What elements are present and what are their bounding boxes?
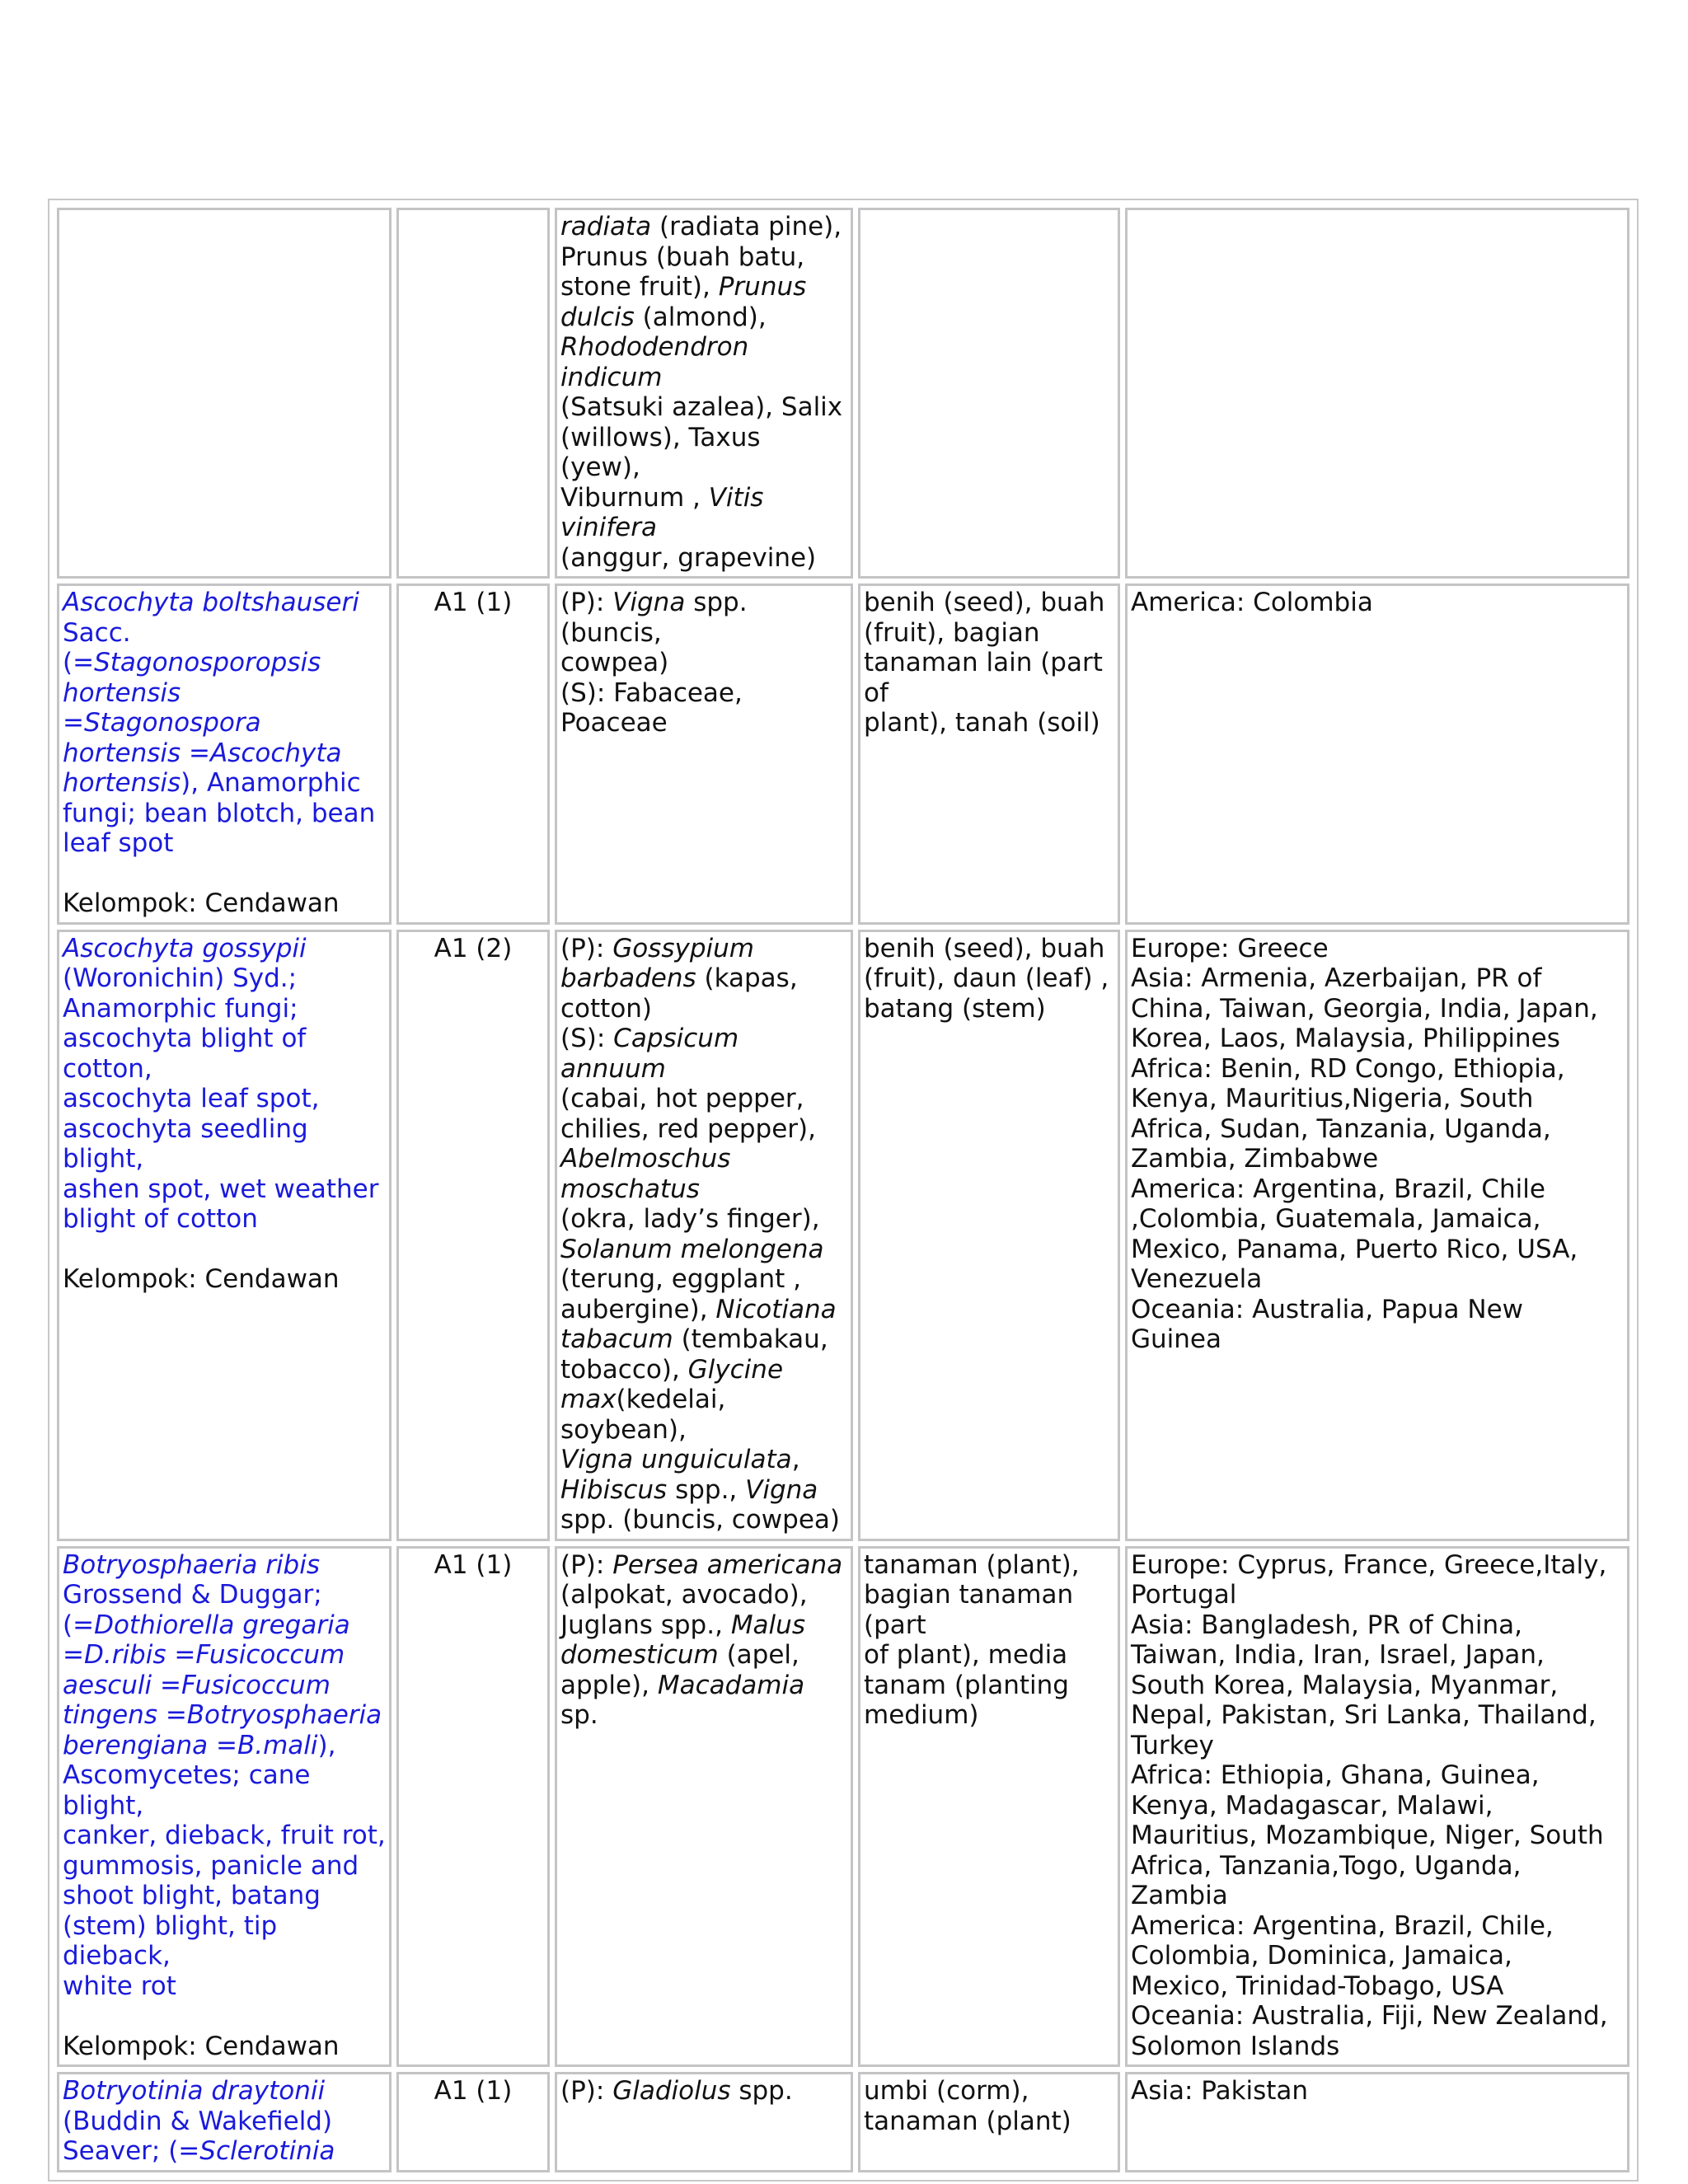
text-line: plant), tanah (soil) (864, 708, 1100, 738)
text-line (560, 1084, 847, 1114)
distribution-cell (1125, 1546, 1629, 2068)
category-cell (396, 583, 550, 925)
text-line: Taiwan, India, Iran, Israel, Japan, (1131, 1640, 1545, 1670)
pest-table-frame (48, 199, 1639, 2182)
category-cell (396, 930, 550, 1541)
pest-name-link[interactable] (63, 1550, 386, 2002)
text-segment: aubergine), (560, 1294, 716, 1324)
text-line: Asia: Bangladesh, PR of China, (1131, 1610, 1522, 1640)
pest-name-cell (57, 583, 392, 925)
text-segment: (kedelai, soybean), (560, 1385, 726, 1445)
text-segment: (tembakau, (673, 1324, 828, 1354)
host-cell (555, 583, 853, 925)
italic-segment: Glycine (687, 1354, 784, 1385)
text-line: Asia: Armenia, Azerbaijan, PR of (1131, 963, 1542, 993)
pathway-cell (858, 1546, 1120, 2068)
italic-segment: Botryotinia draytonii (63, 2076, 326, 2106)
text-line (63, 618, 386, 678)
text-line: tanaman lain (part of (864, 648, 1103, 708)
text-segment: (Buddin & Wakefield) (63, 2106, 333, 2136)
italic-segment: Solanum melongena (560, 1234, 824, 1264)
text-segment: stone fruit), (560, 272, 719, 302)
text-segment: (alpokat, avocado), (560, 1580, 808, 1610)
text-line (63, 1911, 386, 1971)
text-line (560, 1445, 847, 1475)
distribution-cell (1125, 208, 1629, 579)
pest-table-body (57, 208, 1629, 2172)
text-line: Europe: Cyprus, France, Greece,Italy, (1131, 1549, 1607, 1580)
text-segment: Ascomycetes; cane blight, (63, 1760, 311, 1821)
text-line: America: Argentina, Brazil, Chile (1131, 1174, 1545, 1204)
italic-segment: dulcis (560, 302, 635, 332)
text-line: Guinea (1131, 1324, 1221, 1354)
table-row (57, 1546, 1629, 2068)
table-row (57, 208, 1629, 579)
pathway-cell (858, 2072, 1120, 2172)
pest-group-label: Kelompok: Cendawan (63, 1264, 340, 1294)
text-segment: (S): (560, 1024, 614, 1053)
italic-segment: Abelmoschus moschatus (560, 1144, 731, 1204)
distribution-cell (1125, 930, 1629, 1541)
text-line: America: Argentina, Brazil, Chile, (1131, 1910, 1554, 1941)
italic-segment: Stagonosporopsis (94, 648, 321, 677)
text-line: Europe: Greece (1131, 933, 1329, 963)
text-line (560, 423, 847, 483)
text-segment: Prunus (buah batu, (560, 241, 805, 272)
text-line (63, 768, 386, 799)
text-segment: (willows), Taxus (yew), (560, 422, 761, 482)
italic-segment: Prunus (718, 272, 807, 302)
text-line (63, 1580, 386, 1610)
text-segment: (apel, (718, 1640, 799, 1670)
pest-group-label: Kelompok: Cendawan (63, 2031, 340, 2061)
text-segment: (P): (560, 1549, 613, 1580)
text-line (63, 1760, 386, 1821)
text-line: umbi (corm), (864, 2076, 1029, 2106)
text-segment: chilies, red pepper), (560, 1113, 816, 1144)
pathway-cell (858, 930, 1120, 1541)
text-segment: blight of cotton (63, 1204, 258, 1234)
text-line (63, 1640, 386, 1671)
text-segment: canker, dieback, fruit rot, (63, 1821, 386, 1850)
italic-segment: Vigna (745, 1474, 818, 1505)
pathway-cell (858, 583, 1120, 925)
italic-segment: Capsicum annuum (560, 1024, 739, 1084)
text-segment: ashen spot, wet weather (63, 1174, 379, 1204)
italic-segment: Sclerotinia (199, 2136, 335, 2166)
text-line (63, 1821, 386, 1851)
text-line: Oceania: Australia, Papua New (1131, 1294, 1523, 1324)
pest-name-cell (57, 930, 392, 1541)
text-line (63, 738, 386, 769)
text-line: Asia: Pakistan (1131, 2076, 1309, 2106)
text-line (63, 1971, 386, 2002)
text-line: South Korea, Malaysia, Myanmar, (1131, 1670, 1559, 1700)
pest-group-label: Kelompok: Cendawan (63, 888, 340, 918)
text-line: Oceania: Australia, Fiji, New Zealand, (1131, 2001, 1608, 2031)
text-segment: ), (317, 1730, 336, 1760)
italic-segment: Nicotiana (715, 1294, 837, 1324)
text-line (63, 1174, 386, 1205)
text-line: of plant), media (864, 1640, 1068, 1670)
text-line: America: Colombia (1131, 588, 1373, 617)
pest-name-cell (57, 208, 392, 579)
italic-segment: Rhododendron indicum (560, 332, 749, 392)
text-line: Kenya, Madagascar, Malawi, (1131, 1790, 1493, 1821)
text-line (560, 1235, 847, 1265)
text-line (63, 2076, 386, 2107)
text-line: China, Taiwan, Georgia, India, Japan, (1131, 993, 1598, 1024)
text-line: tanam (planting (864, 1670, 1069, 1700)
text-line (560, 272, 847, 302)
text-segment: (anggur, grapevine) (560, 542, 817, 573)
text-line: Korea, Laos, Malaysia, Philippines (1131, 1024, 1560, 1053)
text-line (63, 1204, 386, 1235)
text-line (63, 963, 386, 994)
text-line (560, 648, 847, 678)
text-line (560, 994, 847, 1024)
text-line (560, 1024, 847, 1084)
italic-segment: hortensis =Stagonospora (63, 677, 261, 738)
text-segment: (P): (560, 588, 613, 617)
text-line (63, 994, 386, 1024)
text-line (63, 2107, 386, 2137)
pathway-cell (858, 208, 1120, 579)
distribution-cell (1125, 583, 1629, 925)
italic-segment: barbadens (560, 963, 696, 993)
italic-segment: =D.ribis =Fusicoccum (63, 1640, 345, 1670)
text-line (560, 332, 847, 392)
text-segment: Juglans spp., (560, 1610, 731, 1640)
pest-name-cell (57, 2072, 392, 2172)
text-line (63, 1671, 386, 1701)
pest-name-link[interactable] (63, 2076, 386, 2167)
text-line: (fruit), daun (leaf) , (864, 963, 1109, 993)
text-segment: spp. (buncis, (560, 588, 748, 648)
text-segment: (cabai, hot pepper, (560, 1084, 804, 1113)
text-segment: (stem) blight, tip dieback, (63, 1910, 278, 1971)
text-line (63, 1550, 386, 1581)
text-line: ,Colombia, Guatemala, Jamaica, (1131, 1204, 1541, 1234)
text-line (560, 1295, 847, 1325)
category-cell (396, 208, 550, 579)
text-segment: (radiata pine), (651, 212, 842, 241)
text-line: benih (seed), buah (864, 933, 1105, 963)
text-line (560, 1204, 847, 1235)
text-line (63, 1610, 386, 1641)
italic-segment: berengiana =B.mali (63, 1730, 318, 1760)
text-line: Mexico, Trinidad-Tobago, USA (1131, 1971, 1504, 2001)
category-cell (396, 1546, 550, 2068)
text-segment: spp. (buncis, cowpea) (560, 1505, 841, 1535)
text-line (560, 1355, 847, 1385)
text-line (560, 2076, 847, 2107)
pest-table (52, 203, 1634, 2177)
text-segment: (Woronichin) Syd.; (63, 963, 298, 993)
text-line: Portugal (1131, 1580, 1237, 1610)
text-line (560, 1505, 847, 1535)
text-segment: ), Anamorphic (181, 768, 361, 798)
italic-segment: Ascochyta gossypii (63, 933, 307, 963)
italic-segment: Gossypium (612, 933, 754, 963)
text-line (560, 1385, 847, 1445)
text-segment: tobacco), (560, 1354, 688, 1385)
text-segment: , (791, 1445, 800, 1474)
text-line: Colombia, Dominica, Jamaica, (1131, 1941, 1512, 1971)
text-segment: ascochyta blight of cotton, (63, 1024, 307, 1084)
text-line: medium) (864, 1700, 979, 1730)
italic-segment: Vigna (612, 588, 686, 617)
text-segment: ascochyta leaf spot, (63, 1084, 320, 1113)
text-line (560, 1144, 847, 1204)
text-line: tanaman (plant), (864, 1549, 1080, 1580)
text-segment: (Satsuki azalea), Salix (560, 392, 843, 422)
text-segment: (okra, lady’s finger), (560, 1204, 820, 1234)
text-line (63, 1851, 386, 1882)
text-line (560, 543, 847, 574)
text-segment: (P): (560, 2076, 613, 2106)
text-line (63, 799, 386, 829)
host-cell (555, 930, 853, 1541)
text-segment: Anamorphic fungi; (63, 993, 298, 1024)
text-line (63, 828, 386, 859)
text-line (63, 1700, 386, 1731)
italic-segment: Vigna unguiculata (560, 1445, 792, 1474)
text-segment: cowpea) (560, 648, 669, 677)
text-line (560, 242, 847, 273)
text-line (560, 588, 847, 648)
italic-segment: Malus (730, 1610, 805, 1640)
text-line (63, 934, 386, 964)
italic-segment: max (560, 1385, 617, 1414)
text-segment: cotton) (560, 993, 653, 1024)
table-row (57, 583, 1629, 925)
text-line: Venezuela (1131, 1264, 1263, 1294)
text-segment: spp., (667, 1474, 746, 1505)
text-segment: white rot (63, 1971, 176, 2001)
pest-name-link[interactable] (63, 588, 386, 859)
text-segment: (almond), (634, 302, 767, 332)
text-line (560, 1580, 847, 1610)
italic-segment: hortensis =Ascochyta (63, 738, 342, 768)
text-line: Africa: Benin, RD Congo, Ethiopia, (1131, 1053, 1565, 1084)
text-line: bagian tanaman (part (864, 1580, 1074, 1640)
text-line: Zambia, Zimbabwe (1131, 1144, 1379, 1174)
text-line (560, 1114, 847, 1145)
text-line (560, 302, 847, 333)
text-line (63, 588, 386, 618)
text-line: Turkey (1131, 1730, 1214, 1760)
category-value: A1 (1) (434, 1549, 513, 1580)
italic-segment: radiata (560, 212, 652, 241)
text-line (63, 1114, 386, 1174)
text-line: Kenya, Mauritius,Nigeria, South (1131, 1084, 1534, 1113)
text-segment: Grossend & Duggar; (63, 1580, 322, 1610)
text-line (560, 1610, 847, 1641)
host-cell (555, 2072, 853, 2172)
italic-segment: Macadamia (657, 1670, 805, 1700)
category-value: A1 (1) (434, 2076, 513, 2106)
text-line: Zambia (1131, 1881, 1228, 1910)
text-segment: (terung, eggplant , (560, 1264, 801, 1294)
host-cell (555, 1546, 853, 2068)
pest-name-cell (57, 1546, 392, 2068)
text-segment: leaf spot (63, 828, 174, 858)
category-value: A1 (2) (434, 933, 513, 963)
text-line: Mexico, Panama, Puerto Rico, USA, (1131, 1234, 1578, 1264)
text-line (560, 963, 847, 994)
text-line (63, 1084, 386, 1114)
text-line: Solomon Islands (1131, 2031, 1340, 2061)
text-line: batang (stem) (864, 993, 1046, 1024)
text-line (560, 1264, 847, 1295)
italic-segment: Hibiscus (560, 1474, 668, 1505)
category-value: A1 (1) (434, 588, 513, 617)
text-line (560, 392, 847, 423)
text-line (560, 1640, 847, 1671)
table-row (57, 930, 1629, 1541)
text-segment: ascochyta seedling blight, (63, 1113, 308, 1174)
text-line: tanaman (plant) (864, 2106, 1071, 2136)
text-line (63, 1024, 386, 1084)
italic-segment: tabacum (560, 1324, 673, 1354)
text-line: Nepal, Pakistan, Sri Lanka, Thailand, (1131, 1700, 1597, 1730)
text-line (560, 934, 847, 964)
text-line (560, 1324, 847, 1355)
pest-name-link[interactable] (63, 934, 386, 1235)
text-line (560, 483, 847, 543)
italic-segment: Gladiolus (612, 2076, 731, 2106)
text-line: benih (seed), buah (864, 588, 1105, 617)
text-line: Mauritius, Mozambique, Niger, South (1131, 1821, 1604, 1850)
distribution-cell (1125, 2072, 1629, 2172)
text-segment: Viburnum , (560, 482, 709, 513)
italic-segment: Dothiorella gregaria (94, 1610, 350, 1640)
text-segment: (kapas, (696, 963, 798, 993)
text-line: Africa, Sudan, Tanzania, Uganda, (1131, 1113, 1551, 1144)
italic-segment: tingens =Botryosphaeria (63, 1700, 382, 1730)
text-segment: shoot blight, batang (63, 1881, 321, 1910)
text-segment: Sacc. (= (63, 617, 131, 677)
text-segment: spp. (730, 2076, 793, 2106)
category-cell (396, 2072, 550, 2172)
italic-segment: hortensis (63, 768, 181, 798)
text-line: Africa, Tanzania,Togo, Uganda, (1131, 1850, 1522, 1881)
text-segment: (= (63, 1610, 95, 1640)
text-segment: fungi; bean blotch, bean (63, 798, 376, 828)
text-segment: (P): (560, 933, 613, 963)
text-line: Africa: Ethiopia, Ghana, Guinea, (1131, 1760, 1540, 1790)
italic-segment: Persea americana (612, 1549, 843, 1580)
text-segment: sp. (560, 1700, 598, 1730)
text-segment: Seaver; (= (63, 2136, 200, 2166)
text-line (63, 678, 386, 738)
text-line: (fruit), bagian (864, 617, 1040, 648)
italic-segment: aesculi =Fusicoccum (63, 1670, 331, 1700)
text-line (560, 678, 847, 738)
text-segment: apple), (560, 1670, 658, 1700)
italic-segment: Vitis vinifera (560, 482, 764, 542)
text-line (560, 1475, 847, 1506)
text-line (560, 212, 847, 242)
text-line (560, 1550, 847, 1581)
text-segment: gummosis, panicle and (63, 1850, 359, 1881)
text-line (63, 2136, 386, 2167)
table-row (57, 2072, 1629, 2172)
text-line (63, 1731, 386, 1761)
text-line (560, 1671, 847, 1731)
italic-segment: Botryosphaeria ribis (63, 1549, 320, 1580)
italic-segment: Ascochyta boltshauseri (63, 588, 359, 617)
host-cell (555, 208, 853, 579)
text-line (63, 1881, 386, 1911)
text-segment: (S): Fabaceae, Poaceae (560, 677, 743, 738)
italic-segment: domesticum (560, 1640, 719, 1670)
